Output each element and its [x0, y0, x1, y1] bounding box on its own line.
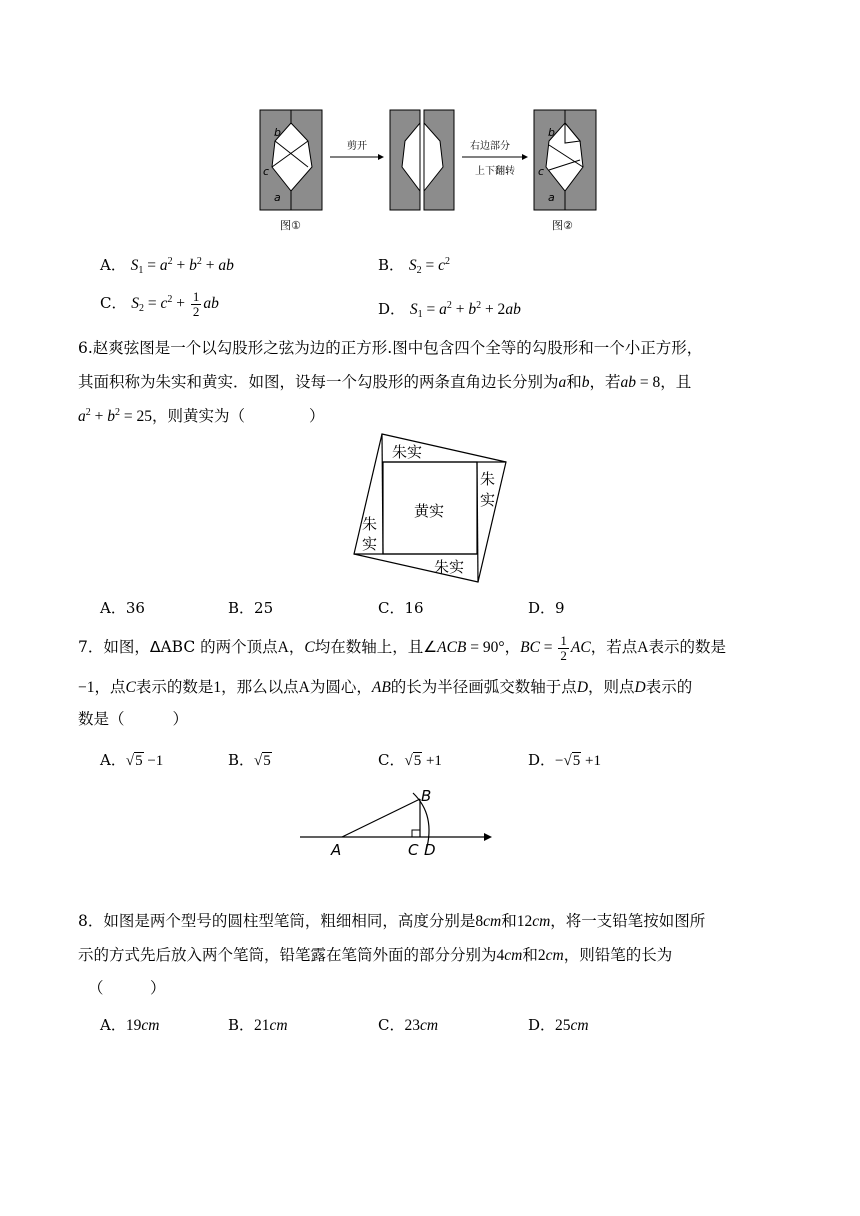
- point-b-label: B: [421, 787, 432, 805]
- q7-line2: −1，点C表示的数是1，那么以点A为圆心，AB的长为半径画弧交数轴于点D，则点D表示的: [78, 678, 693, 696]
- zhu-top: 朱实: [392, 443, 423, 461]
- q8-option-b[interactable]: B．21cm: [228, 1016, 288, 1034]
- q7-line1: 7．如图，ΔABC 的两个顶点A，C均在数轴上，且∠ACB = 90°，BC = $\frac{1}{2}$ AC，若点A表示的数是: [78, 633, 726, 663]
- q5-option-a[interactable]: A． $S_1 = a^2 + b^2$ + ab: [100, 256, 234, 276]
- arrow2-label-1: 右边部分: [470, 141, 510, 152]
- q6-line1: 6.赵爽弦图是一个以勾股形之弦为边的正方形.图中包含四个全等的勾股形和一个小正方形，: [78, 339, 703, 357]
- fig2-label-b: b: [548, 126, 555, 139]
- q7-option-a[interactable]: A．√5 −1: [100, 751, 164, 769]
- q5-option-c[interactable]: C． $S_2 = c^2$ + $\frac{1}{2}$ ab: [100, 289, 219, 319]
- number-line-diagram: [298, 785, 498, 865]
- arrow2-label-2: 上下翻转: [475, 166, 515, 177]
- zhu-left-1: 朱: [362, 515, 378, 533]
- q8-option-c[interactable]: C．23cm: [378, 1016, 439, 1034]
- q7-option-b[interactable]: B．√5: [228, 751, 271, 769]
- zhu-left-2: 实: [362, 535, 378, 553]
- q6-line3: $a^2 + b^2 = 25$，则黄实为（ ）: [78, 407, 325, 425]
- arrow1-label: 剪开: [347, 141, 367, 152]
- q6-option-b[interactable]: B．25: [228, 599, 274, 617]
- point-c-label: C: [408, 841, 419, 859]
- q6-option-d[interactable]: D．9: [528, 599, 565, 617]
- zhao-shuang-diagram: [350, 430, 510, 590]
- q7-option-d[interactable]: D．−√5 +1: [528, 751, 601, 769]
- q8-option-d[interactable]: D．25cm: [528, 1016, 589, 1034]
- q5-option-b-label: B．: [378, 256, 405, 274]
- q7-option-c[interactable]: C．√5 +1: [378, 751, 442, 769]
- fig1-label-a: a: [274, 191, 281, 204]
- q6-option-c[interactable]: C．16: [378, 599, 424, 617]
- point-a-label: A: [331, 841, 342, 859]
- fig1-label-c: c: [263, 165, 270, 178]
- fig2-label-a: a: [548, 191, 555, 204]
- fig1-label-b: b: [274, 126, 281, 139]
- q7-line3: 数是（ ）: [78, 710, 189, 728]
- zhu-right-2: 实: [480, 491, 496, 509]
- zhu-bottom: 朱实: [434, 558, 465, 576]
- q8-line2: 示的方式先后放入两个笔筒，铅笔露在笔筒外面的部分分别为4cm和2cm，则铅笔的长为: [78, 946, 673, 964]
- q8-option-a[interactable]: A．19cm: [100, 1016, 160, 1034]
- q6-option-a[interactable]: A．36: [100, 599, 145, 617]
- point-d-label: D: [424, 841, 436, 859]
- fig2-label-c: c: [538, 165, 545, 178]
- huang-shi: 黄实: [414, 502, 445, 520]
- fig2-caption: 图②: [552, 219, 573, 232]
- zhu-right-1: 朱: [480, 470, 496, 488]
- q5-option-d-label: D．: [378, 300, 406, 318]
- q5-option-d[interactable]: D． $S_1 = a^2 + b^2 + 2ab$: [378, 300, 521, 320]
- fig1-caption: 图①: [280, 219, 301, 232]
- q8-line1: 8．如图是两个型号的圆柱型笔筒，粗细相同，高度分别是8cm和12cm，将一支铅笔按如图所: [78, 912, 706, 930]
- q5-option-c-label: C．: [100, 294, 127, 313]
- q6-line2: 其面积称为朱实和黄实．如图，设每一个勾股形的两条直角边长分别为a和b，若ab = 8，且: [78, 373, 692, 391]
- q8-line3: （ ）: [88, 979, 166, 997]
- q5-option-a-label: A．: [100, 256, 126, 274]
- q5-option-b[interactable]: B． $S_2 = c^2$: [378, 256, 450, 276]
- cutting-figure: [250, 105, 610, 235]
